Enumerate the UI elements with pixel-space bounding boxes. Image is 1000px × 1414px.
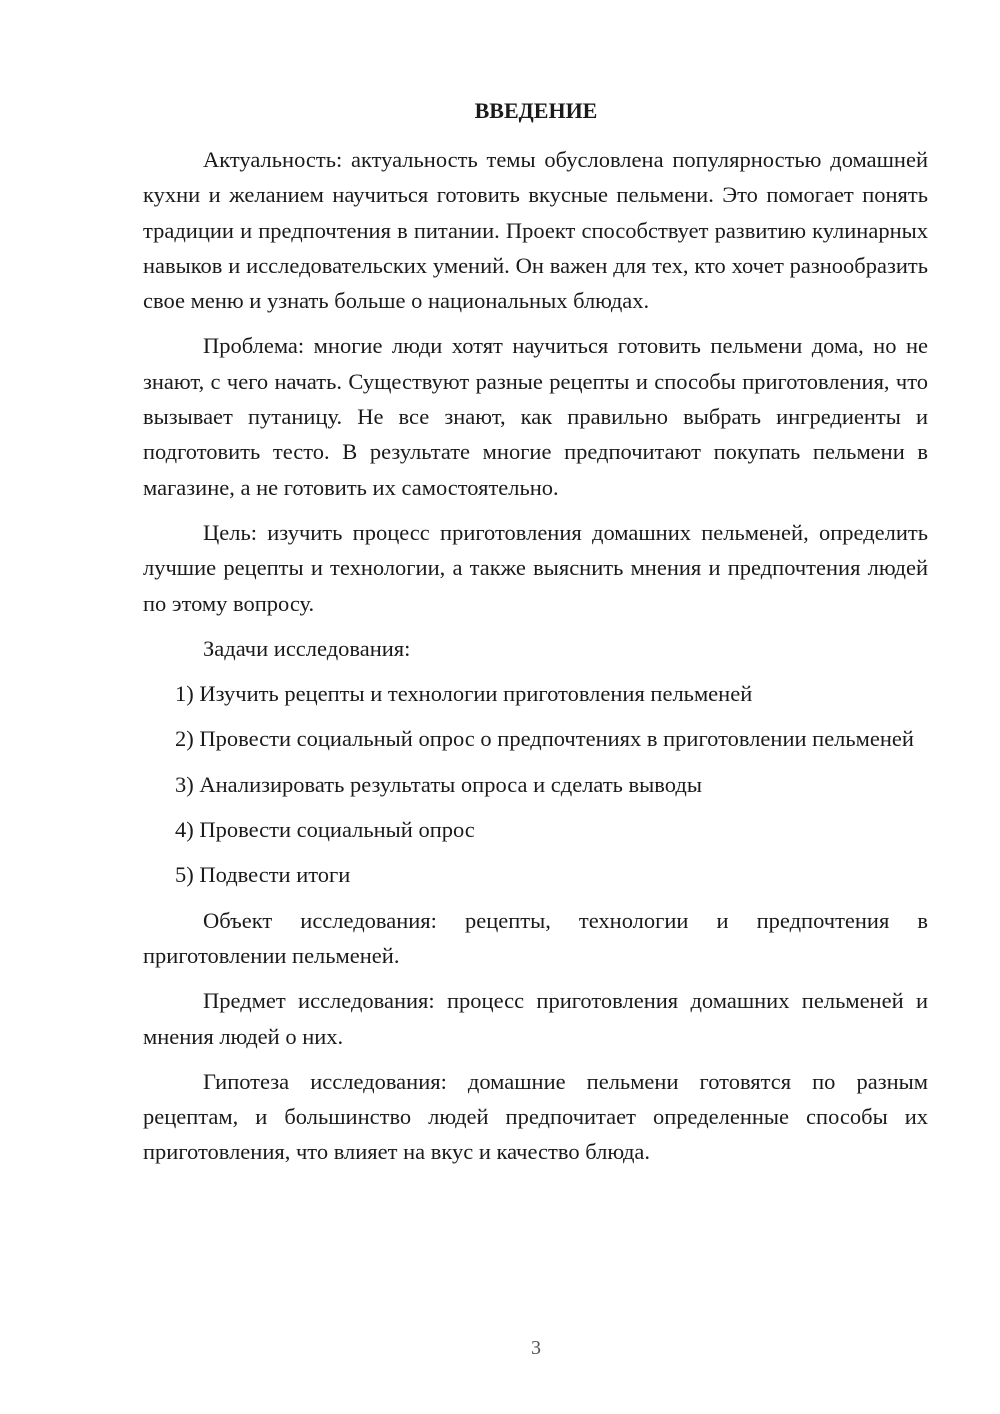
body-text	[143, 142, 928, 1180]
task-item-1: 1) Изучить рецепты и технологии приготовления пельменей	[175, 681, 753, 707]
paragraph-problem: Проблема: многие люди хотят научиться готовить пельмени дома, но не знают, с чего начать. Существуют разные рецепты и способы приготовления, что вызывает путаницу. Не все знают, как правильно выбрать ингредиенты и подготовить тесто. В результате многие предпочитают покупать пельмени в магазине, а не готовить их самостоятельно.	[143, 333, 928, 500]
paragraph-tasks-heading: Задачи исследования:	[203, 635, 411, 661]
task-item-4: 4) Провести социальный опрос	[175, 817, 475, 843]
page-title: ВВЕДЕНИЕ	[474, 98, 598, 123]
paragraph-object: Объект исследования: рецепты, технологии и предпочтения в приготовлении пельменей.	[143, 907, 928, 968]
task-item-3: 3) Анализировать результаты опроса и сделать выводы	[175, 771, 702, 797]
task-item-5: 5) Подвести итоги	[175, 862, 351, 888]
paragraph-relevance: Актуальность: актуальность темы обусловлена популярностью домашней кухни и желанием научиться готовить вкусные пельмени. Это помогает понять традиции и предпочтения в питании. Проект способствует развитию кулинарных навыков и исследовательских умений. Он важен для тех, кто хочет разнообразить свое меню и узнать больше о национальных блюдах.	[143, 147, 928, 314]
task-item-2: 2) Провести социальный опрос о предпочтениях в приготовлении пельменей	[175, 726, 914, 752]
paragraph-hypothesis: Гипотеза исследования: домашние пельмени готовятся по разным рецептам, и большинство людей предпочитает определенные способы их приготовления, что влияет на вкус и качество блюда.	[143, 1068, 928, 1165]
page-number: 3	[531, 1337, 541, 1359]
paragraph-goal: Цель: изучить процесс приготовления домашних пельменей, определить лучшие рецепты и технологии, а также выяснить мнения и предпочтения людей по этому вопросу.	[143, 519, 928, 616]
paragraph-subject: Предмет исследования: процесс приготовления домашних пельменей и мнения людей о них.	[143, 988, 928, 1049]
